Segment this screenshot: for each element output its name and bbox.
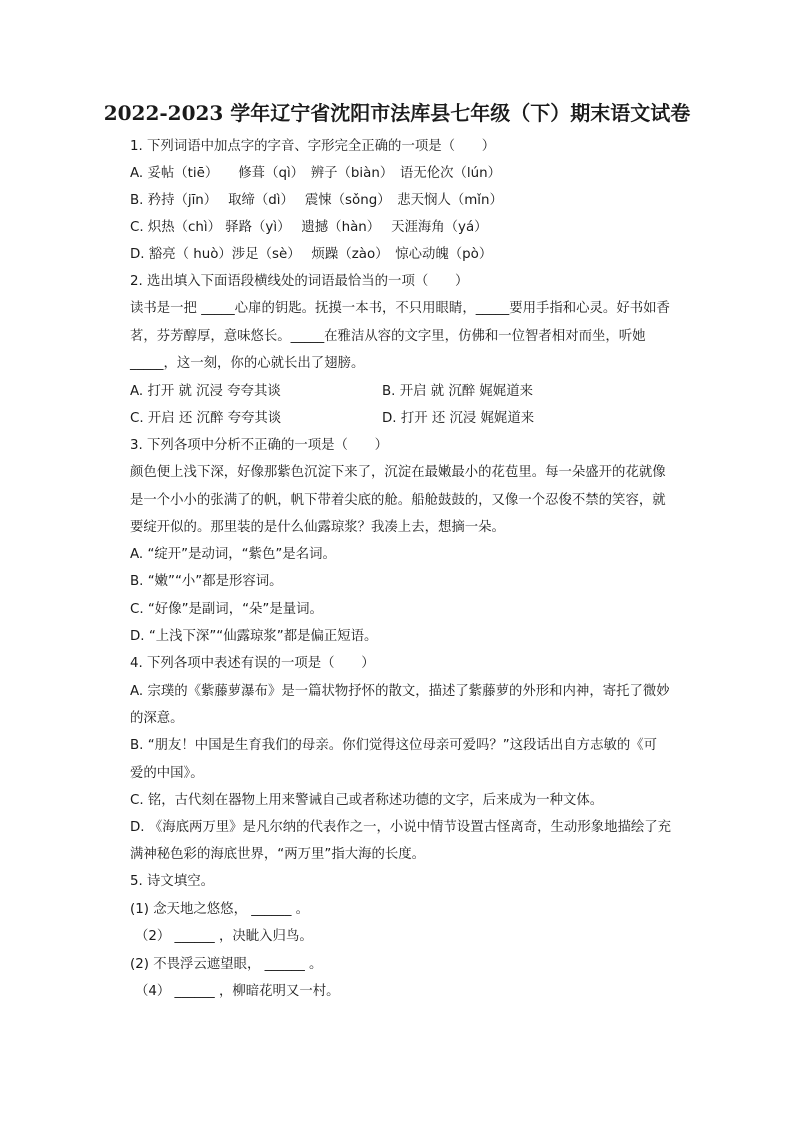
question-5-blank-2: （2） ______ ，决眦入归鸟。: [135, 929, 313, 944]
question-3-passage-line: 是一个小小的张满了的帆，帆下带着尖底的舱。船舱鼓鼓的，又像一个忍俊不禁的笑容，就: [130, 493, 666, 508]
question-3-option-a: A. “绽开”是动词，“紫色”是名词。: [130, 547, 336, 562]
question-1-option-b: B. 矜持（jīn） 取缔（dì） 震悚（sǒng） 悲天悯人（mǐn）: [130, 193, 503, 208]
question-5-blank-1: (1) 念天地之悠悠， ______ 。: [130, 902, 310, 917]
question-5-stem: 5. 诗文填空。: [130, 874, 214, 889]
question-2-passage-line: 读书是一把 _____心扉的钥匙。抚摸一本书，不只用眼睛，_____要用手指和心灵。好书如香: [130, 301, 670, 316]
question-2-passage-line: _____，这一刻，你的心就长出了翅膀。: [130, 356, 365, 371]
question-4-option-b: B. “朋友！中国是生育我们的母亲。你们觉得这位母亲可爱吗？”这段话出自方志敏的《可: [130, 738, 658, 753]
page-title: 2022-2023 学年辽宁省沈阳市法库县七年级（下）期末语文试卷: [103, 101, 691, 125]
question-3-stem: 3. 下列各项中分析不正确的一项是（ ）: [130, 438, 389, 453]
question-3-passage-line: 要绽开似的。那里装的是什么仙露琼浆？我凑上去，想摘一朵。: [130, 520, 505, 535]
question-2-passage-line: 茗，芬芳醇厚，意味悠长。_____在雅洁从容的文字里，仿佛和一位智者相对而坐，听她: [130, 329, 646, 344]
question-2-option-b: B. 开启 就 沉醉 娓娓道来: [382, 384, 533, 399]
question-4-option-a-cont: 的深意。: [130, 711, 184, 726]
question-1-option-d: D. 豁亮（ huò）涉足（sè） 烦躁（zào） 惊心动魄（pò）: [130, 247, 493, 262]
question-4-option-b-cont: 爱的中国》。: [130, 766, 204, 781]
question-1-option-a: A. 妥帖（tiē） 修葺（qì） 辨子（biàn） 语无伦次（lún）: [130, 166, 501, 181]
question-2-option-c: C. 开启 还 沉醉 夸夸其谈: [130, 411, 282, 426]
question-5-blank-4: （4） ______ ，柳暗花明又一村。: [135, 984, 340, 999]
question-5-blank-3: (2) 不畏浮云遮望眼， ______ 。: [130, 957, 323, 972]
question-4-option-d: D. 《海底两万里》是凡尔纳的代表作之一，小说中情节设置古怪离奇，生动形象地描绘了充: [130, 820, 672, 835]
question-3-option-c: C. “好像”是副词，“朵”是量词。: [130, 602, 323, 617]
question-4-option-d-cont: 满神秘色彩的海底世界，“两万里”指大海的长度。: [130, 847, 426, 862]
question-2-option-a: A. 打开 就 沉浸 夸夸其谈: [130, 384, 281, 399]
question-4-option-c: C. 铭，古代刻在器物上用来警诫自己或者称述功德的文字，后来成为一种文体。: [130, 793, 604, 808]
question-4-stem: 4. 下列各项中表述有误的一项是（ ）: [130, 656, 375, 671]
question-3-option-d: D. “上浅下深”“仙露琼浆”都是偏正短语。: [130, 629, 378, 644]
question-1-stem: 1. 下列词语中加点字的字音、字形完全正确的一项是（ ）: [130, 139, 496, 154]
question-2-stem: 2. 选出填入下面语段横线处的词语最恰当的一项（ ）: [130, 274, 469, 289]
question-1-option-c: C. 炽热（chì） 驿路（yì） 遗撼（hàn） 天涯海角（yá）: [130, 220, 488, 235]
question-3-option-b: B. “嫩”“小”都是形容词。: [130, 574, 283, 589]
question-4-option-a: A. 宗璞的《紫藤萝瀑布》是一篇状物抒怀的散文，描述了紫藤萝的外形和内神，寄托了微妙: [130, 684, 670, 699]
question-2-option-d: D. 打开 还 沉浸 娓娓道来: [382, 411, 535, 426]
question-3-passage-line: 颜色便上浅下深，好像那紫色沉淀下来了，沉淀在最嫩最小的花苞里。每一朵盛开的花就像: [130, 465, 666, 480]
